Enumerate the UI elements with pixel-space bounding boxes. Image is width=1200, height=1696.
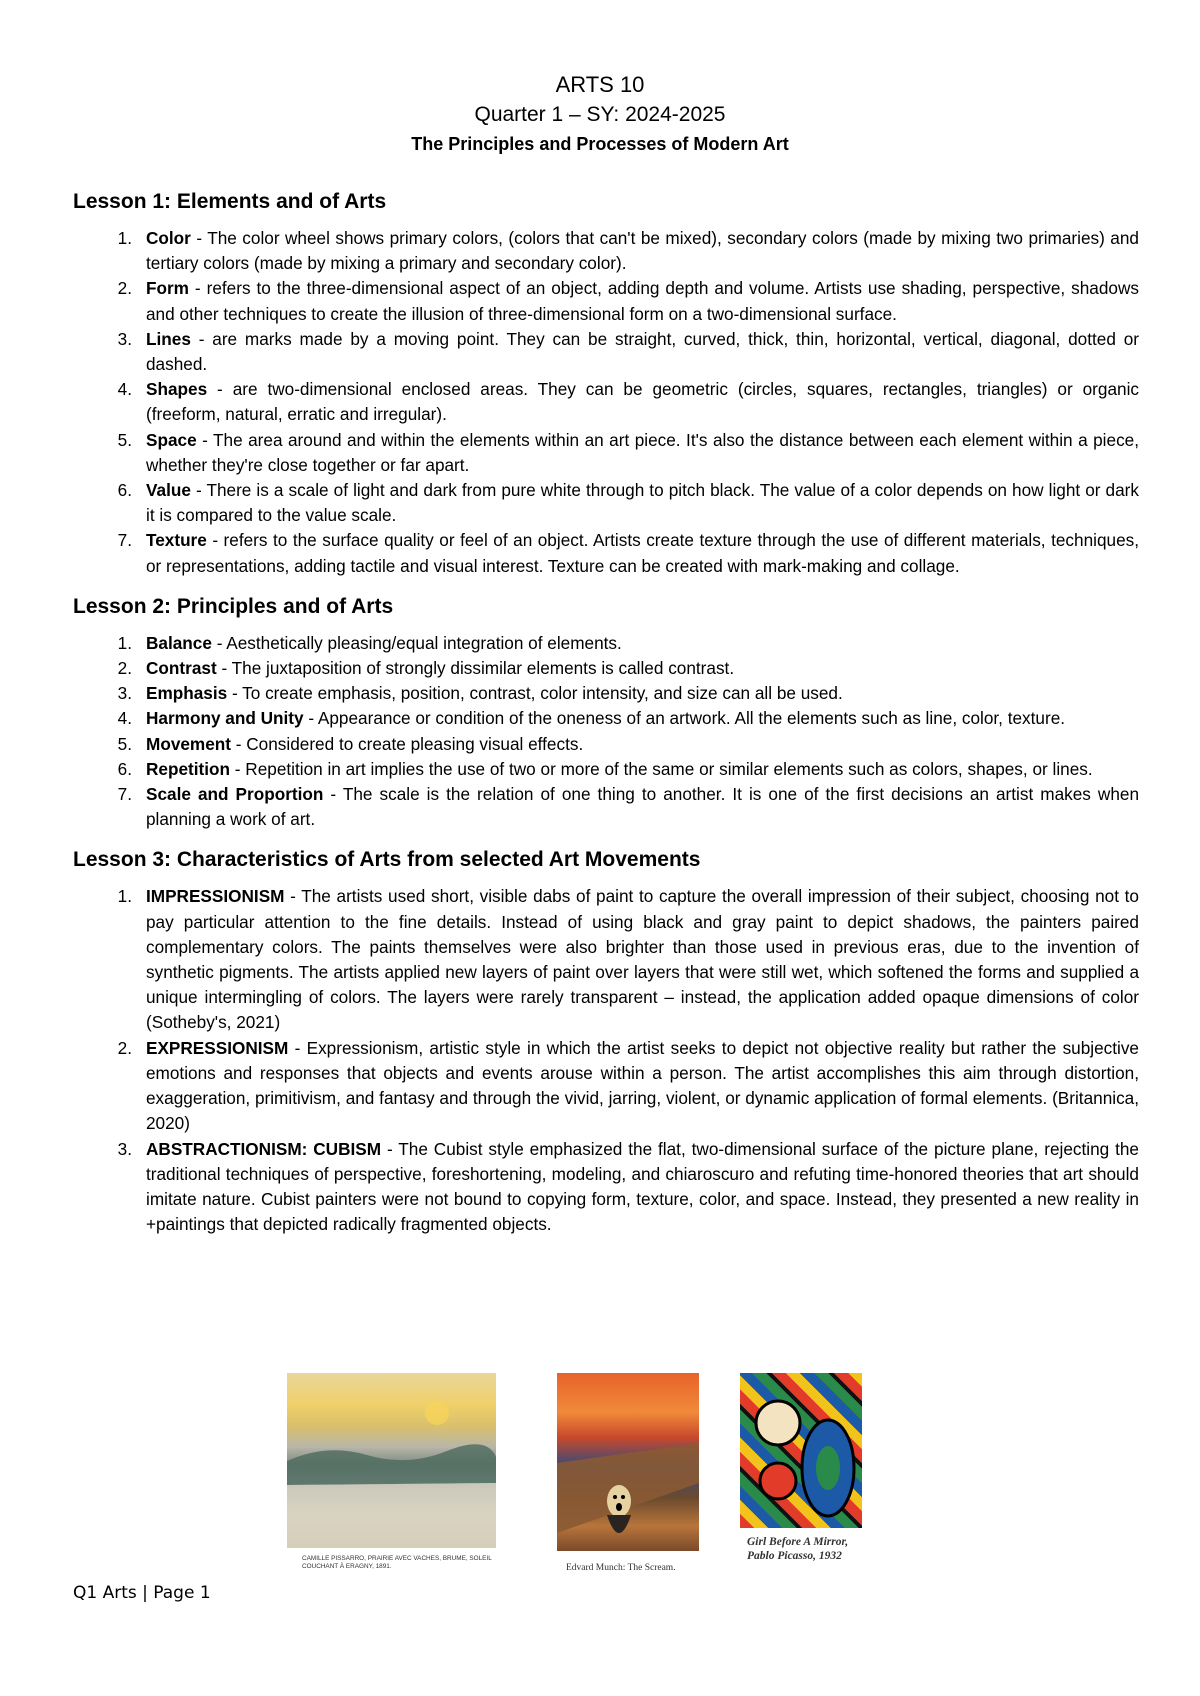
item-text: - The scale is the relation of one thing to another. It is one of the first decisions an artist makes when planning a work of art. — [146, 784, 1140, 830]
item-number: 5. — [117, 429, 132, 450]
document-subtitle: The Principles and Processes of Modern Art — [411, 134, 789, 154]
item-term: Scale and Proportion — [146, 784, 324, 805]
lesson-2-title: Lesson 2: Principles and of Arts — [73, 594, 394, 618]
list-item — [73, 1036, 1139, 1137]
picasso-caption-title: Girl Before A Mirror, — [747, 1536, 849, 1548]
list-item — [73, 276, 1139, 326]
painting-gallery — [0, 1373, 1200, 1583]
pissarro-caption: CAMILLE PISSARRO, PRAIRIE AVEC VACHES, BRUME, SOLEIL COUCHANT À ERAGNY, 1891. — [302, 1555, 492, 1570]
document-title: ARTS 10 — [555, 72, 645, 97]
lesson-1-title: Lesson 1: Elements and of Arts — [73, 190, 387, 213]
munch-scream-image — [557, 1373, 699, 1551]
item-number: 2. — [117, 278, 132, 299]
item-text: - Expressionism, artistic style in which the artist seeks to depict not objective reality but rather the subjective emotions and responses that objects and events arouse within a person. The artist accomplishes this aim through distortion, exaggeration, primitivism, and fantasy and through the vivid, jarring, violent, or dynamic application of formal elements. (Britannica, 2020) — [146, 1037, 1139, 1134]
page-footer: Q1 Arts | Page 1 — [73, 1583, 211, 1603]
item-number: 5. — [117, 733, 132, 754]
document-body — [73, 188, 1139, 1251]
lesson-1-list — [73, 226, 1139, 579]
item-text: - To create emphasis, position, contrast, color intensity, and size can all be used. — [227, 683, 843, 704]
lesson-3-list — [73, 884, 1139, 1237]
munch-caption: Edvard Munch: The Scream. — [566, 1563, 676, 1573]
item-text: - The Cubist style emphasized the flat, two-dimensional surface of the picture plane, rejecting the traditional techniques of perspective, foreshortening, modeling, and chiaroscuro and refuting time-honored theories that art should imitate nature. Cubist painters were not bound to copying form, texture, color, and space. Instead, they presented a new reality in +paintings that depicted radically fragmented objects. — [146, 1138, 1139, 1235]
item-number: 6. — [117, 480, 132, 501]
item-term: Lines — [146, 328, 191, 349]
item-term: Form — [146, 278, 189, 299]
item-number: 3. — [117, 683, 132, 704]
item-term: EXPRESSIONISM — [146, 1037, 289, 1058]
list-item — [73, 631, 1139, 656]
list-item — [73, 1137, 1139, 1238]
list-item — [73, 782, 1139, 832]
list-item — [73, 478, 1139, 528]
pissarro-painting-image — [287, 1373, 496, 1548]
item-text: - There is a scale of light and dark from pure white through to pitch black. The value of a color depends on how light or dark it is compared to the value scale. — [146, 480, 1139, 526]
item-number: 1. — [117, 886, 132, 907]
item-term: Shapes — [146, 379, 208, 400]
list-item — [73, 757, 1139, 782]
item-number: 4. — [117, 708, 132, 729]
item-text: - refers to the surface quality or feel of an object. Artists create texture through the use of different materials, techniques, or representations, adding tactile and visual interest. Texture can be created with mark-making and collage. — [146, 530, 1139, 576]
item-term: Emphasis — [146, 683, 228, 704]
item-text: - are two-dimensional enclosed areas. They can be geometric (circles, squares, rectangles, triangles) or organic (freeform, natural, erratic and irregular). — [146, 379, 1139, 425]
scream-illustration — [557, 1373, 699, 1551]
item-term: Space — [146, 429, 197, 450]
item-number: 3. — [117, 1138, 132, 1159]
list-item — [73, 656, 1139, 681]
item-number: 2. — [117, 1037, 132, 1058]
list-item — [73, 732, 1139, 757]
cubist-figure-illustration — [740, 1373, 862, 1528]
item-text: - The artists used short, visible dabs of paint to capture the overall impression of their subject, choosing not to pay particular attention to the fine details. Instead of using black and gray paint to depict shadows, the painters paired complementary colors. The paints themselves were also brighter than those used in previous eras, due to the invention of synthetic pigments. The artists applied new layers of paint over layers that were still wet, which softened the forms and supplied a unique intermingling of colors. The layers were rarely transparent – instead, the application added opaque dimensions of color (Sotheby's, 2021) — [146, 886, 1139, 1033]
document-quarter: Quarter 1 – SY: 2024-2025 — [474, 103, 726, 126]
item-term: ABSTRACTIONISM: CUBISM — [146, 1138, 382, 1159]
item-number: 7. — [117, 784, 132, 805]
list-item — [73, 226, 1139, 276]
item-term: Harmony and Unity — [146, 708, 304, 729]
item-term: Value — [146, 480, 191, 501]
item-number: 3. — [117, 328, 132, 349]
item-text: - The juxtaposition of strongly dissimilar elements is called contrast. — [216, 658, 735, 679]
item-text: - The color wheel shows primary colors, (colors that can't be mixed), secondary colors (made by mixing two primaries) and tertiary colors (made by mixing a primary and secondary color). — [146, 228, 1139, 274]
item-term: Contrast — [146, 658, 217, 679]
item-text: - Appearance or condition of the oneness of an artwork. All the elements such as line, color, texture. — [303, 708, 1066, 729]
picasso-caption-artist: Pablo Picasso, 1932 — [747, 1550, 842, 1562]
list-item — [73, 327, 1139, 377]
list-item — [73, 528, 1139, 578]
list-item — [73, 377, 1139, 427]
item-text: - Repetition in art implies the use of two or more of the same or similar elements such as colors, shapes, or lines. — [230, 758, 1093, 779]
item-term: Texture — [146, 530, 207, 551]
item-number: 7. — [117, 530, 132, 551]
item-number: 1. — [117, 228, 132, 248]
item-number: 1. — [117, 632, 132, 653]
document-header — [0, 70, 1200, 158]
list-item — [73, 706, 1139, 731]
list-item — [73, 428, 1139, 478]
item-term: Balance — [146, 632, 212, 653]
picasso-painting-image — [740, 1373, 862, 1528]
item-term: Repetition — [146, 758, 231, 779]
list-item — [73, 681, 1139, 706]
picasso-caption — [747, 1535, 867, 1563]
item-term: Movement — [146, 733, 231, 754]
list-item — [73, 884, 1139, 1035]
lesson-2-list — [73, 631, 1139, 833]
item-text: - are marks made by a moving point. They can be straight, curved, thick, thin, horizontal, vertical, diagonal, dotted or dashed. — [146, 328, 1139, 375]
item-number: 4. — [117, 379, 132, 400]
item-text: - Considered to create pleasing visual effects. — [231, 733, 584, 754]
landscape-illustration — [287, 1373, 496, 1548]
item-term: Color — [146, 228, 191, 248]
item-number: 2. — [117, 658, 132, 679]
item-text: - Aesthetically pleasing/equal integration of elements. — [211, 632, 622, 653]
item-number: 6. — [117, 758, 132, 779]
item-text: - refers to the three-dimensional aspect of an object, adding depth and volume. Artists use shading, perspective, shadows and other techniques to create the illusion of three-dimensional form on a two-dimensional surface. — [146, 278, 1139, 324]
item-text: - The area around and within the elements within an art piece. It's also the distance between each element within a piece, whether they're close together or far apart. — [146, 429, 1139, 475]
lesson-3-title: Lesson 3: Characteristics of Arts from selected Art Movements — [73, 848, 701, 872]
item-term: IMPRESSIONISM — [146, 886, 285, 907]
